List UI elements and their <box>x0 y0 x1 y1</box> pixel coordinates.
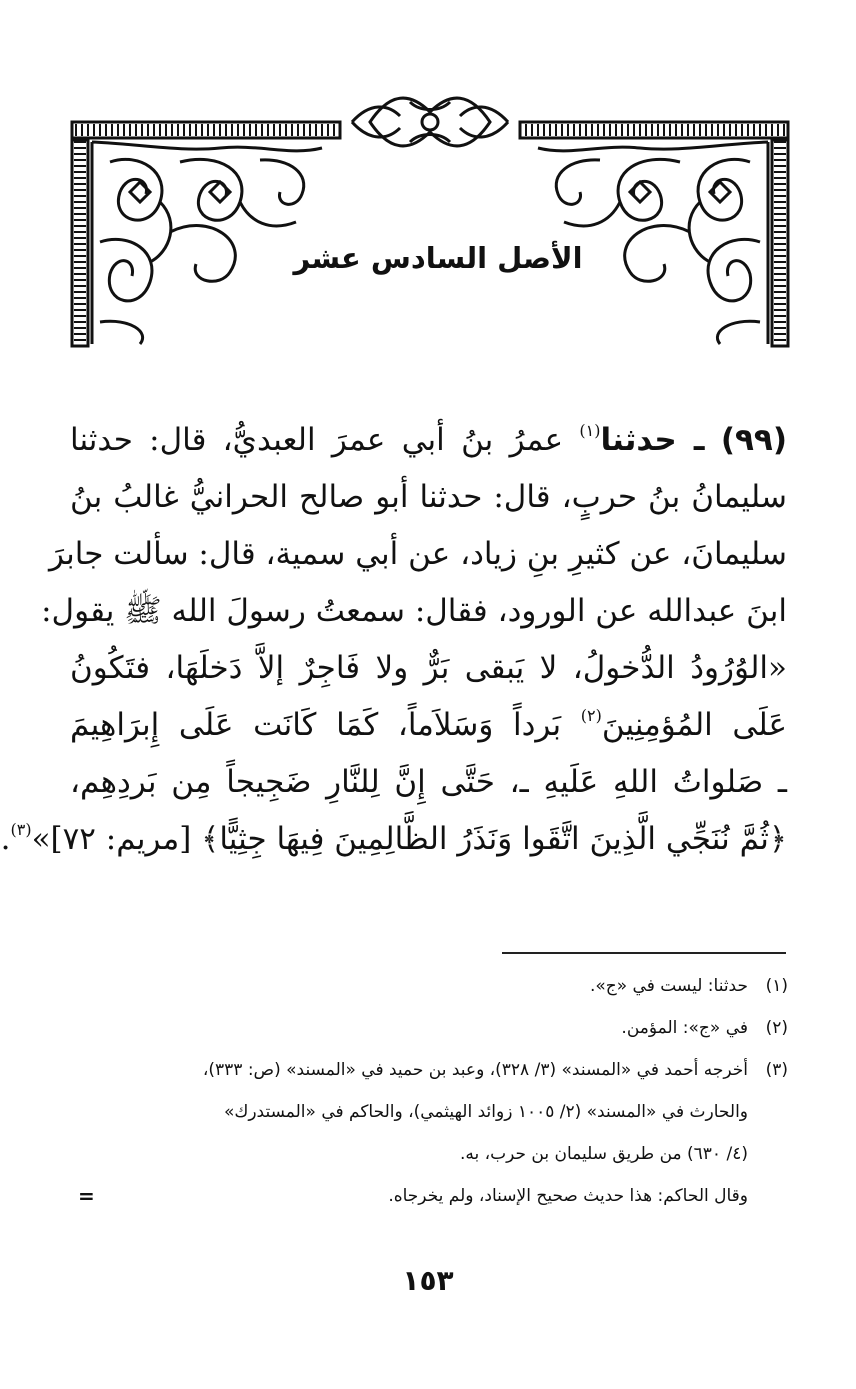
footnote-item <box>78 965 788 1007</box>
text-line: «الوُرُودُ الدُّخولُ، لا يَبقى بَرٌّ ولا فَاجِرٌ إلاَّ دَخلَهَا، فتَكُونُ <box>70 650 787 686</box>
footnote-ref[interactable]: (٢) <box>580 706 602 725</box>
text-line: سليمانُ بنُ حربٍ، قال: حدثنا أبو صالح الحرانيُّ غالبُ بنُ <box>70 479 787 515</box>
chapter-ornament <box>70 82 790 352</box>
footnote-ref[interactable]: (٣) <box>10 820 32 839</box>
text-line: ـ صَلواتُ اللهِ عَلَيهِ ـ، حَتَّى إِنَّ لِلنَّارِ ضَجِيجاً مِن بَردِهِم، <box>70 764 787 800</box>
chapter-title: الأصل السادس عشر <box>280 238 596 278</box>
footnote-text: والحارث في «المسند» (٢/ ١٠٠٥ زوائد الهيثمي)، والحاكم في «المستدرك» <box>223 1102 748 1122</box>
footnote-ref[interactable]: (١) <box>579 421 601 440</box>
footnote-text: حدثنا: ليست في «ج». <box>589 976 748 996</box>
text-line <box>70 697 787 754</box>
footnote-text: (٤/ ٦٣٠) من طريق سليمان بن حرب، به. <box>459 1144 748 1164</box>
hadith-text <box>0 412 788 868</box>
footnote-text: أخرجه أحمد في «المسند» (٣/ ٣٢٨)، وعبد بن حميد في «المسند» (ص: ٣٣٣)، <box>202 1060 748 1080</box>
footnote-text: في «ج»: المؤمن. <box>621 1018 748 1038</box>
text-segment: بَرداً وَسَلاَماً، كَمَا كَانَت عَلَى إِبرَاهِيمَ <box>70 707 581 743</box>
continuation-mark: = <box>78 1184 95 1208</box>
quran-verse: ﴿ثُمَّ نُنَجِّي الَّذِينَ اتَّقَوا وَنَذَرُ الظَّالِمِينَ فِيهَا جِثِيًّا﴾ [مريم: ٧٢]» <box>31 821 787 857</box>
text-segment: عَلَى المُؤمِنِينَ <box>601 707 788 743</box>
footnote-number: (٣) <box>765 1060 788 1080</box>
footnote-number: (١) <box>765 976 788 996</box>
narration-lead: ـ حدثنا <box>600 422 705 458</box>
footnote-text: وقال الحاكم: هذا حديث صحيح الإسناد، ولم يخرجاه. <box>388 1186 748 1206</box>
text-segment: عمرُ بنُ أبي عمرَ العبديُّ، قال: حدثنا <box>70 422 580 458</box>
footnotes <box>78 965 788 1217</box>
text-line <box>0 811 787 868</box>
footnote-item <box>78 1175 788 1217</box>
text-segment: . <box>0 821 11 857</box>
footnote-item <box>78 1049 788 1175</box>
footnote-number: (٢) <box>765 1018 788 1038</box>
text-line: ابنَ عبدالله عن الورود، فقال: سمعتُ رسولَ الله ﷺ يقول: <box>41 593 787 629</box>
hadith-number: (٩٩) <box>720 422 787 458</box>
page-number: ١٥٣ <box>402 1264 454 1297</box>
footnote-number <box>748 1175 788 1217</box>
text-line: سليمانَ، عن كثيرِ بنِ زياد، عن أبي سمية، قال: سألت جابرَ <box>49 536 787 572</box>
footnote-divider <box>502 952 786 954</box>
text-line <box>70 412 787 469</box>
footnote-item <box>78 1007 788 1049</box>
